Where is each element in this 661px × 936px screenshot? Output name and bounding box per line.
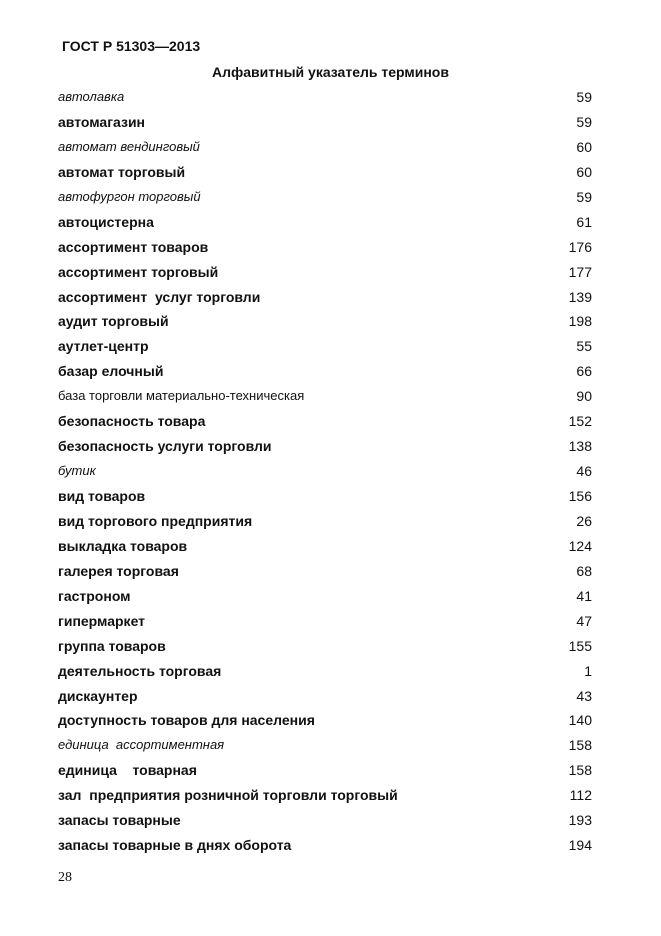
- index-entry-term: выкладка товаров: [58, 537, 188, 554]
- index-entry: [58, 138, 592, 163]
- index-entry-page: 61: [576, 213, 592, 230]
- index-entry-term: единица ассортиментная: [58, 737, 225, 753]
- index-entry-term: безопасность товара: [58, 413, 206, 430]
- index-entry-page: 138: [568, 438, 592, 455]
- index-entry-page: 155: [568, 637, 592, 654]
- index-entry-term: безопасность услуги торговли: [58, 438, 272, 455]
- index-entry-term: гастроном: [58, 587, 131, 604]
- index-entry-term: ассортимент услуг торговли: [58, 288, 261, 305]
- index-entry: [58, 437, 592, 462]
- index-entry-term: запасы товарные в днях оборота: [58, 837, 292, 854]
- index-entry-page: 194: [568, 837, 592, 854]
- index-entry-term: аутлет-центр: [58, 338, 149, 355]
- index-entry-term: зал предприятия розничной торговли торговый: [58, 787, 398, 804]
- index-entry-term: автомат торговый: [58, 163, 186, 180]
- index-entry-page: 90: [576, 388, 592, 405]
- index-entry-term: деятельность торговая: [58, 662, 222, 679]
- index-entry-page: 124: [568, 537, 592, 554]
- index-entry-page: 60: [576, 163, 592, 180]
- index-entry-page: 55: [576, 338, 592, 355]
- index-entry-term: автолавка: [58, 89, 125, 104]
- index-entry-term: доступность товаров для населения: [58, 712, 315, 729]
- index-entry-page: 46: [576, 463, 592, 480]
- index-entry: [58, 811, 592, 836]
- index-entry-page: 112: [569, 787, 592, 804]
- index-entry: [58, 362, 592, 387]
- index-entry-page: 156: [568, 488, 592, 504]
- index-entry: [58, 786, 592, 811]
- index-entry: [58, 761, 592, 786]
- index-entry: [58, 113, 592, 138]
- index-title: [0, 64, 661, 80]
- index-entry-page: 198: [568, 313, 592, 330]
- page-number: 28: [58, 870, 72, 885]
- index-entry-term: база торговли материально-техническая: [58, 388, 305, 404]
- index-entry: [58, 512, 592, 537]
- index-entry-page: 193: [568, 812, 592, 829]
- index-entry: [58, 462, 592, 487]
- index-entry-term: группа товаров: [58, 637, 166, 654]
- index-entry-term: автомат вендинговый: [58, 138, 200, 154]
- index-entry: [58, 412, 592, 437]
- index-entry: [58, 337, 592, 362]
- index-entry-page: 158: [568, 737, 592, 754]
- index-entry-term: бутик: [58, 463, 96, 479]
- index-entry: [58, 213, 592, 238]
- index-entry: [58, 188, 592, 213]
- index-entry-page: 66: [576, 363, 592, 380]
- index-entry-term: дискаунтер: [58, 687, 138, 704]
- index-entry-term: автомагазин: [58, 113, 146, 130]
- index-entry-page: 47: [576, 612, 592, 629]
- index-entry: [58, 662, 592, 687]
- index-entry: [58, 487, 592, 512]
- index-entry: [58, 687, 592, 712]
- index-entry-term: единица товарная: [58, 762, 197, 779]
- index-entry: [58, 562, 592, 587]
- index-entry: [58, 587, 592, 612]
- index-entry-page: 177: [568, 263, 592, 280]
- index-entry: [58, 238, 592, 263]
- index-entry-page: 1: [584, 662, 592, 679]
- index-entry-term: автоцистерна: [58, 213, 154, 230]
- index-entry-page: 60: [576, 138, 592, 155]
- index-entry-term: гипермаркет: [58, 612, 146, 629]
- index-entry-term: вид торгового предприятия: [58, 512, 253, 529]
- index-entry-term: галерея торговая: [58, 562, 179, 579]
- index-entry-page: 158: [568, 762, 592, 779]
- index-entry: [58, 163, 592, 188]
- index-entry: [58, 612, 592, 637]
- index-entry: [58, 288, 592, 313]
- index-entry-term: автофургон торговый: [58, 188, 201, 204]
- index-entry-term: запасы товарные: [58, 812, 181, 829]
- index-entry: [58, 312, 592, 337]
- index-entry-page: 140: [568, 712, 592, 729]
- index-entry-page: 26: [576, 512, 592, 529]
- index-entry-term: ассортимент товаров: [58, 238, 209, 255]
- index-entry: [58, 88, 592, 113]
- index-entry-page: 152: [568, 413, 592, 430]
- index-title-text: Алфавитный указатель терминов: [212, 64, 449, 80]
- index-entry-page: 68: [576, 562, 592, 579]
- index-entry-term: аудит торговый: [58, 313, 169, 330]
- index-entry: [58, 537, 592, 562]
- index-entry: [58, 836, 592, 861]
- index-entry: [58, 637, 592, 662]
- index-entry: [58, 711, 592, 736]
- document-code: ГОСТ Р 51303—2013: [62, 38, 201, 54]
- index-entry-term: вид товаров: [58, 488, 146, 504]
- index-entry-page: 59: [576, 113, 592, 130]
- index-entry: [58, 736, 592, 761]
- index-entry-page: 41: [576, 587, 592, 604]
- index-entry-page: 43: [576, 687, 592, 704]
- index-entries: [58, 88, 592, 861]
- index-entry: [58, 387, 592, 412]
- index-entry-term: ассортимент торговый: [58, 263, 219, 280]
- index-entry-page: 59: [576, 188, 592, 205]
- index-entry: [58, 263, 592, 288]
- index-entry-page: 176: [568, 238, 592, 255]
- index-entry-page: 139: [568, 288, 592, 305]
- index-entry-term: базар елочный: [58, 363, 164, 380]
- index-entry-page: 59: [576, 89, 592, 105]
